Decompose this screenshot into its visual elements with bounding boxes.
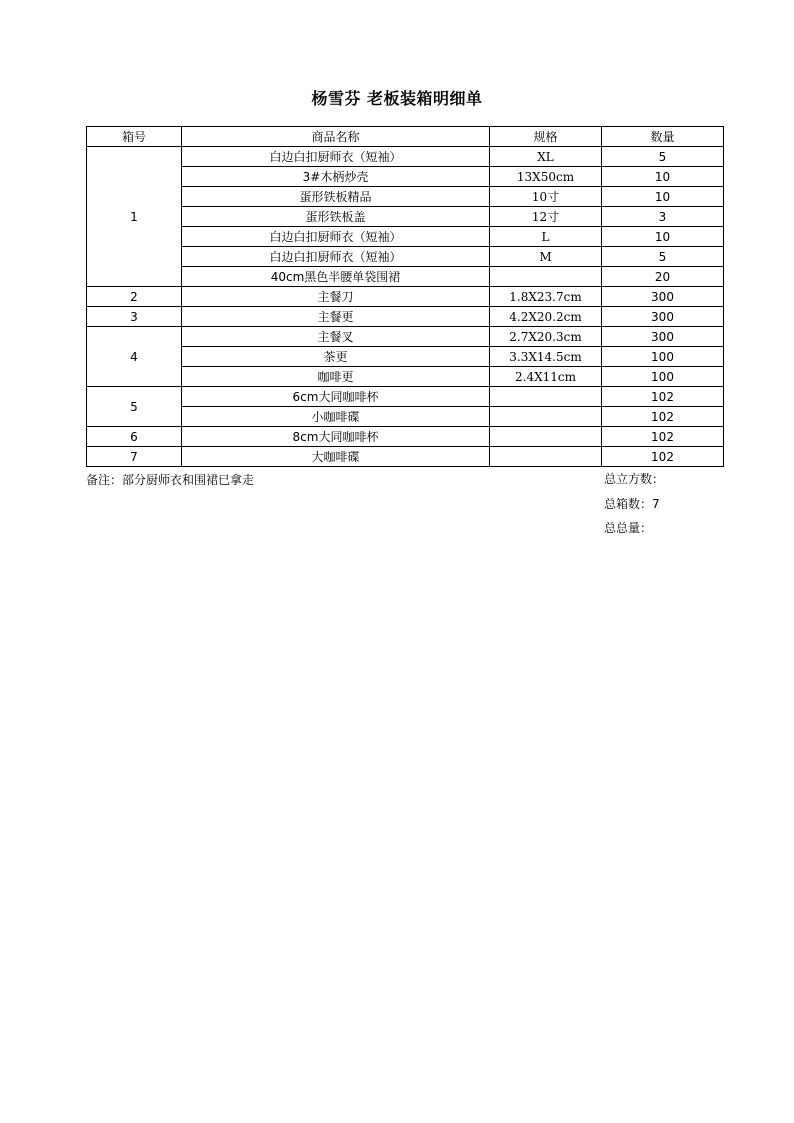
quantity-cell: 300 (602, 307, 724, 327)
table-row (87, 327, 724, 347)
product-name-cell: 白边白扣厨师衣（短袖） (182, 247, 490, 267)
quantity-cell: 10 (602, 167, 724, 187)
product-name-cell: 小咖啡碟 (182, 407, 490, 427)
table-row (87, 187, 724, 207)
spec-cell (490, 387, 602, 407)
product-name-cell: 白边白扣厨师衣（短袖） (182, 147, 490, 167)
header-specification: 规格 (490, 127, 602, 147)
product-name-cell: 白边白扣厨师衣（短袖） (182, 227, 490, 247)
quantity-cell: 20 (602, 267, 724, 287)
spec-cell: XL (490, 147, 602, 167)
box-number-cell: 6 (87, 427, 182, 447)
quantity-cell: 102 (602, 427, 724, 447)
table-row (87, 447, 724, 467)
spec-cell (490, 267, 602, 287)
quantity-cell: 5 (602, 247, 724, 267)
table-row (87, 367, 724, 387)
quantity-cell: 5 (602, 147, 724, 167)
table-row (87, 407, 724, 427)
spec-cell: 10寸 (490, 187, 602, 207)
header-product-name: 商品名称 (182, 127, 490, 147)
document-title: 杨雪芬 老板装箱明细单 (311, 89, 483, 108)
quantity-cell: 102 (602, 387, 724, 407)
remark-note: 备注：部分厨师衣和围裙已拿走 (86, 473, 255, 487)
product-name-cell: 主餐更 (182, 307, 490, 327)
spec-cell: 2.7X20.3cm (490, 327, 602, 347)
product-name-cell: 蛋形铁板精品 (182, 187, 490, 207)
box-number-cell: 5 (87, 387, 182, 427)
spec-cell: M (490, 247, 602, 267)
header-quantity: 数量 (602, 127, 724, 147)
table-row (87, 347, 724, 367)
product-name-cell: 蛋形铁板盖 (182, 207, 490, 227)
spec-cell: 13X50cm (490, 167, 602, 187)
product-name-cell: 3#木柄炒壳 (182, 167, 490, 187)
spec-cell (490, 447, 602, 467)
table-row (87, 307, 724, 327)
spec-cell (490, 427, 602, 447)
table-row (87, 267, 724, 287)
box-number-cell: 4 (87, 327, 182, 387)
total-boxes-label: 总箱数：7 (604, 497, 660, 511)
quantity-cell: 10 (602, 187, 724, 207)
spec-cell: 2.4X11cm (490, 367, 602, 387)
table-row (87, 147, 724, 167)
quantity-cell: 10 (602, 227, 724, 247)
box-number-cell: 7 (87, 447, 182, 467)
total-volume-label: 总立方数： (604, 472, 665, 486)
product-name-cell: 咖啡更 (182, 367, 490, 387)
spec-cell: 4.2X20.2cm (490, 307, 602, 327)
table-row (87, 247, 724, 267)
spec-cell: 1.8X23.7cm (490, 287, 602, 307)
product-name-cell: 主餐刀 (182, 287, 490, 307)
product-name-cell: 8cm大同咖啡杯 (182, 427, 490, 447)
total-weight-label: 总总量： (604, 521, 653, 535)
quantity-cell: 300 (602, 327, 724, 347)
table-row (87, 167, 724, 187)
spec-cell: 12寸 (490, 207, 602, 227)
box-number-cell: 2 (87, 287, 182, 307)
product-name-cell: 大咖啡碟 (182, 447, 490, 467)
table-row (87, 387, 724, 407)
table-row (87, 287, 724, 307)
product-name-cell: 茶更 (182, 347, 490, 367)
quantity-cell: 3 (602, 207, 724, 227)
product-name-cell: 40cm黑色半腰单袋围裙 (182, 267, 490, 287)
packing-list-table (86, 126, 724, 467)
spec-cell: 3.3X14.5cm (490, 347, 602, 367)
header-box-number: 箱号 (87, 127, 182, 147)
spec-cell: L (490, 227, 602, 247)
table-header-row (87, 127, 724, 147)
quantity-cell: 102 (602, 447, 724, 467)
table-row (87, 227, 724, 247)
quantity-cell: 100 (602, 367, 724, 387)
table-row (87, 207, 724, 227)
quantity-cell: 300 (602, 287, 724, 307)
spec-cell (490, 407, 602, 427)
table-row (87, 427, 724, 447)
product-name-cell: 6cm大同咖啡杯 (182, 387, 490, 407)
product-name-cell: 主餐叉 (182, 327, 490, 347)
quantity-cell: 100 (602, 347, 724, 367)
box-number-cell: 1 (87, 147, 182, 287)
box-number-cell: 3 (87, 307, 182, 327)
quantity-cell: 102 (602, 407, 724, 427)
